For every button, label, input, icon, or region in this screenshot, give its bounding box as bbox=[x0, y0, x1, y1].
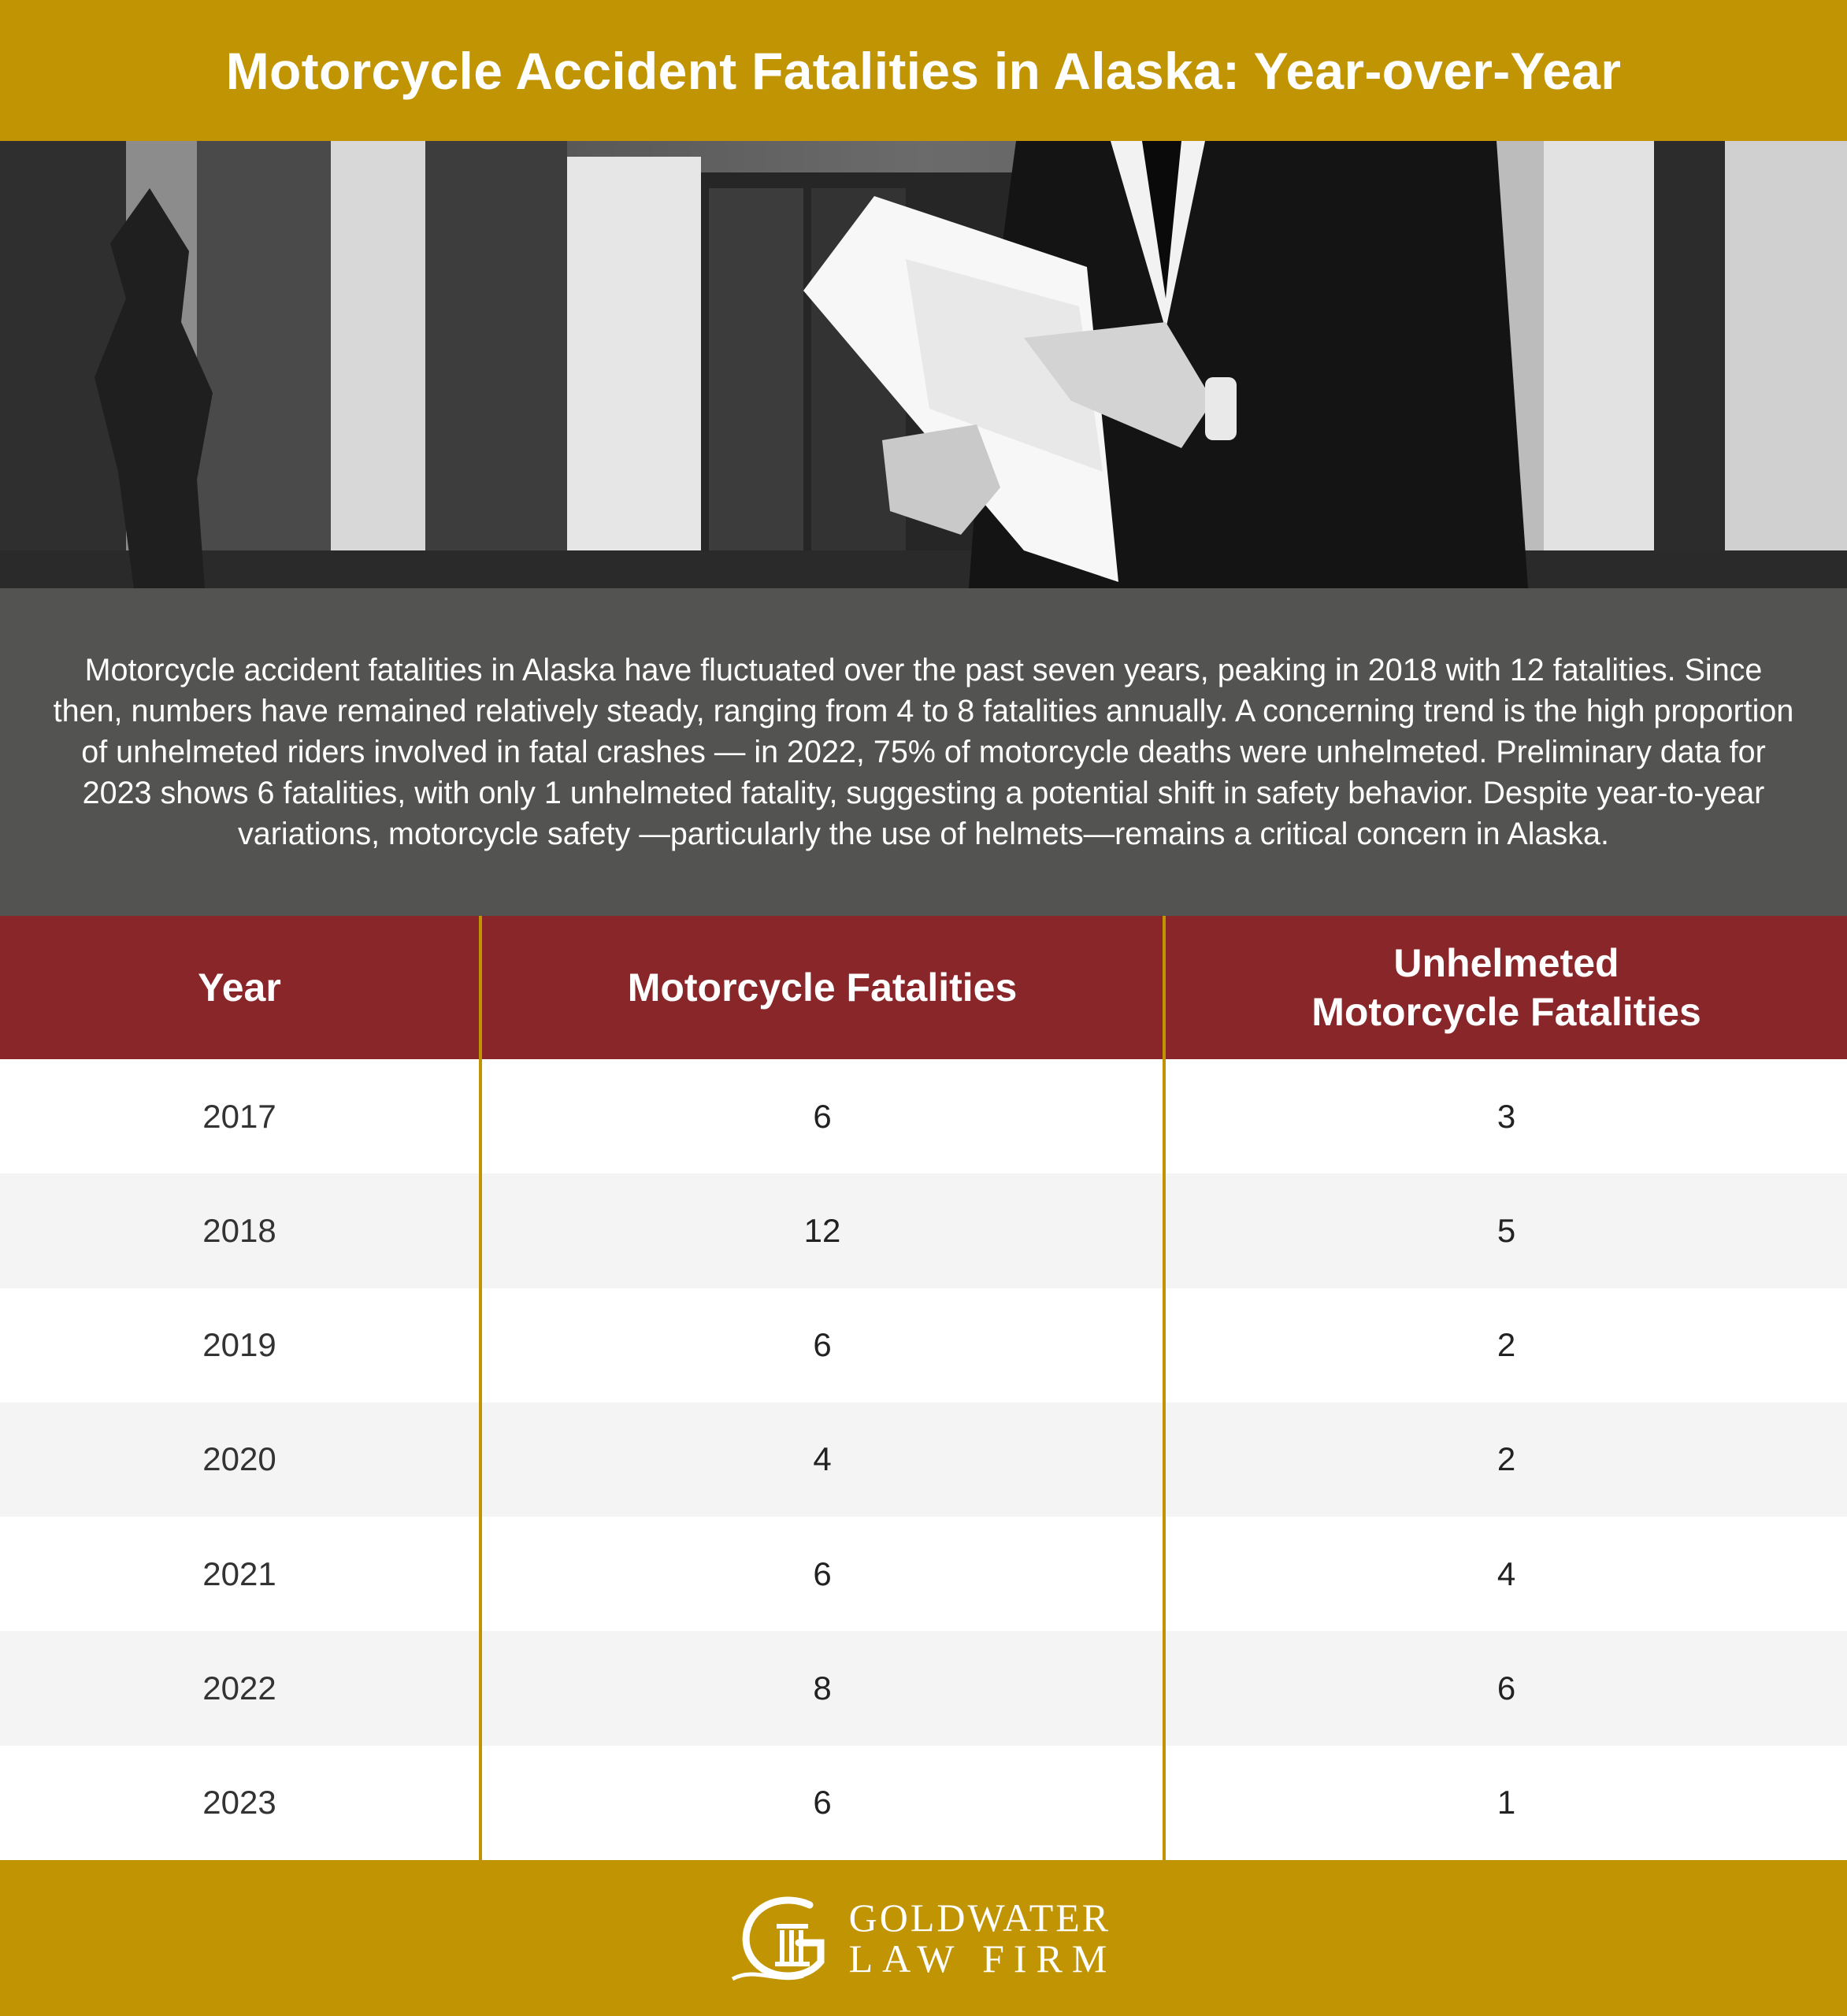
table-row bbox=[0, 1746, 1847, 1860]
cell-motorcycle-fatalities: 6 bbox=[813, 1097, 832, 1135]
table-row bbox=[0, 1517, 1847, 1631]
header-motorcycle-fatalities-label: Motorcycle Fatalities bbox=[627, 965, 1018, 1010]
footer bbox=[0, 1860, 1847, 2016]
header-unhelmeted-label-line2: Motorcycle Fatalities bbox=[1311, 990, 1701, 1034]
logo-line-1: GOLDWATER bbox=[848, 1896, 1111, 1940]
table-row bbox=[0, 1173, 1847, 1288]
hero-photo bbox=[0, 141, 1847, 588]
header-unhelmeted-fatalities bbox=[1166, 916, 1847, 1059]
cell-year: 2017 bbox=[202, 1097, 276, 1135]
header-unhelmeted-label-line1: Unhelmeted bbox=[1393, 941, 1619, 985]
column-divider bbox=[479, 916, 482, 1860]
cell-year: 2019 bbox=[202, 1326, 276, 1364]
logo-text bbox=[849, 1897, 1117, 1979]
table-row bbox=[0, 1288, 1847, 1403]
cell-motorcycle-fatalities: 6 bbox=[813, 1784, 832, 1821]
cell-unhelmeted-fatalities: 5 bbox=[1497, 1211, 1516, 1249]
cell-year: 2022 bbox=[202, 1670, 276, 1707]
logo-line-2: LAW FIRM bbox=[848, 1936, 1117, 1981]
cell-unhelmeted-fatalities: 6 bbox=[1497, 1670, 1516, 1707]
title-bar bbox=[0, 0, 1847, 141]
cell-unhelmeted-fatalities: 2 bbox=[1497, 1326, 1516, 1364]
page-title: Motorcycle Accident Fatalities in Alaska: Year-over-Year bbox=[225, 41, 1622, 100]
cell-year: 2020 bbox=[202, 1440, 276, 1478]
header-year bbox=[0, 916, 479, 1059]
cell-year: 2018 bbox=[202, 1211, 276, 1249]
cell-unhelmeted-fatalities: 2 bbox=[1497, 1440, 1516, 1478]
table-row bbox=[0, 1403, 1847, 1517]
intro-text: Motorcycle accident fatalities in Alaska have fluctuated over the past seven years, peaking in 2018 with 12 fatalities. Since then, numbers have remained relatively steady, ranging from 4 to 8 fatalities annually. A concerning trend is the high proportion of unhelmeted riders involved in fatal crashes — in 2022, 75% of motorcycle deaths were unhelmeted. Preliminary data for 2023 shows 6 fatalities, with only 1 unhelmeted fatality, suggesting a potential shift in safety behavior. Despite year-to-year variations, motorcycle safety —particularly the use of helmets—remains a critical concern in Alaska. bbox=[53, 653, 1794, 851]
cell-motorcycle-fatalities: 6 bbox=[813, 1555, 832, 1592]
table-body bbox=[0, 1059, 1847, 1860]
cell-unhelmeted-fatalities: 4 bbox=[1497, 1555, 1516, 1592]
cell-motorcycle-fatalities: 8 bbox=[813, 1670, 832, 1707]
cell-unhelmeted-fatalities: 1 bbox=[1497, 1784, 1516, 1821]
goldwater-g-pillar-icon bbox=[731, 1891, 841, 1985]
cell-year: 2023 bbox=[202, 1784, 276, 1821]
table-row bbox=[0, 1059, 1847, 1173]
intro-summary bbox=[0, 588, 1847, 916]
cell-year: 2021 bbox=[202, 1555, 276, 1592]
cell-motorcycle-fatalities: 6 bbox=[813, 1326, 832, 1364]
table-row bbox=[0, 1631, 1847, 1745]
column-divider bbox=[1163, 916, 1166, 1860]
cell-motorcycle-fatalities: 12 bbox=[803, 1211, 841, 1249]
table-header bbox=[0, 916, 1847, 1059]
businessman-reading-document-image bbox=[0, 141, 1847, 588]
header-motorcycle-fatalities bbox=[482, 916, 1163, 1059]
cell-motorcycle-fatalities: 4 bbox=[813, 1440, 832, 1478]
goldwater-logo bbox=[731, 1891, 1117, 1985]
header-year-label: Year bbox=[198, 965, 281, 1010]
cell-unhelmeted-fatalities: 3 bbox=[1497, 1097, 1516, 1135]
fatalities-table bbox=[0, 916, 1847, 1860]
